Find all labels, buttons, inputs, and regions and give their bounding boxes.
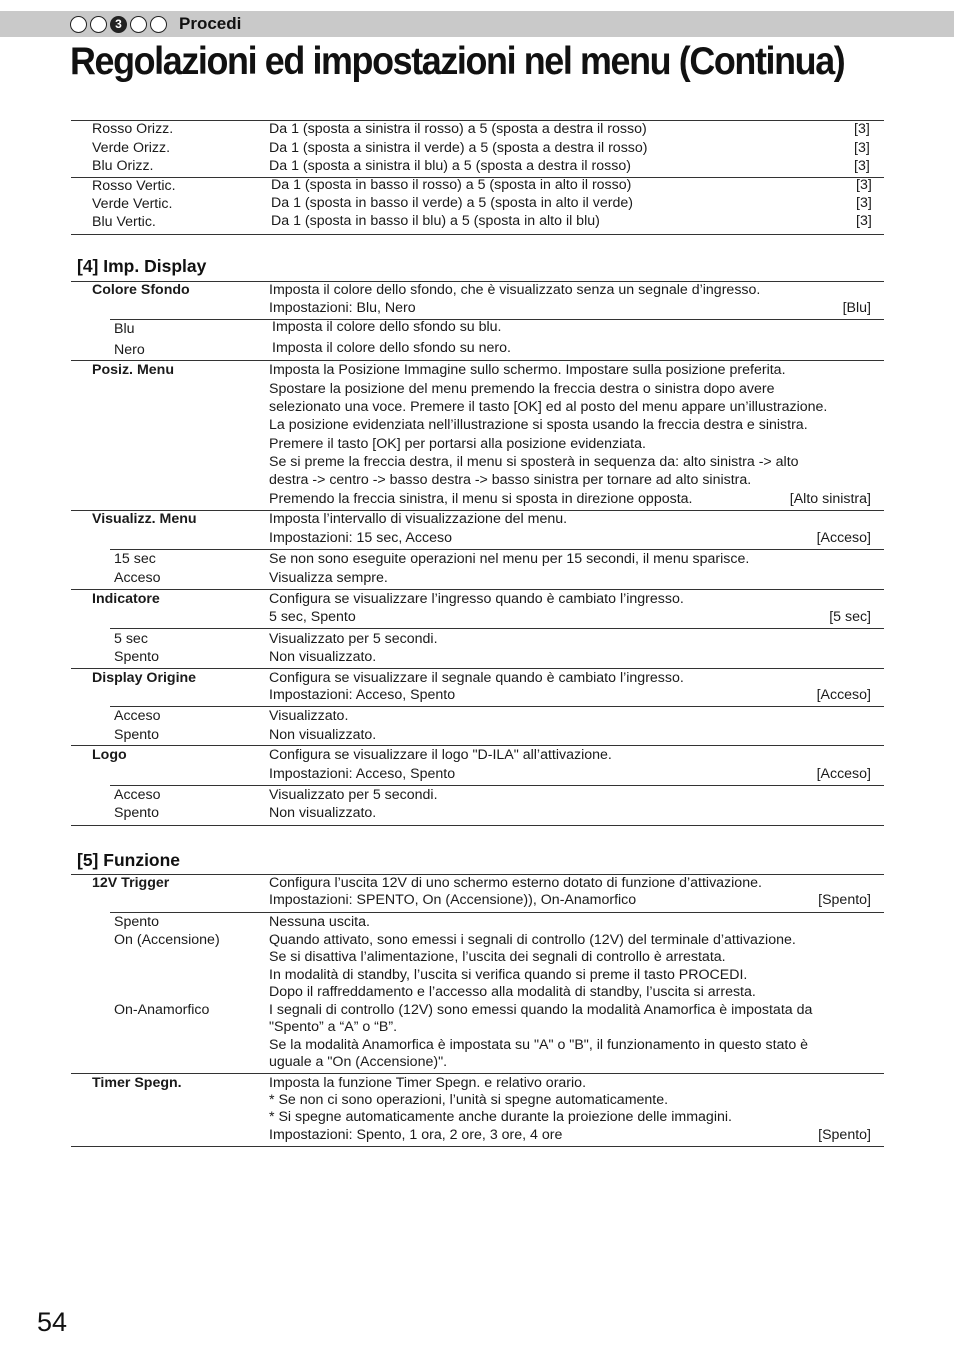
table-rule xyxy=(71,360,884,361)
setting-desc: destra -> centro -> basso destra -> basso sinistra per tornare ad alto sinistra. xyxy=(269,472,752,488)
setting-name: Blu Vertic. xyxy=(92,214,156,230)
setting-default: [3] xyxy=(854,140,870,156)
setting-default: [5 sec] xyxy=(829,609,871,625)
setting-desc: Impostazioni: Acceso, Spento xyxy=(269,687,456,703)
setting-default: [Blu] xyxy=(842,300,871,316)
option-name: 15 sec xyxy=(114,551,156,567)
setting-desc: selezionato una voce. Premere il tasto [OK] ed al posto del menu appare un’illustrazione. xyxy=(269,399,828,415)
option-desc: I segnali di controllo (12V) sono emessi quando la modalità Anamorfica è impostata da xyxy=(269,1002,813,1018)
setting-name-indicatore: Indicatore xyxy=(92,591,160,607)
page-number: 54 xyxy=(37,1307,68,1337)
table-rule xyxy=(110,628,884,629)
option-name: Acceso xyxy=(114,708,161,724)
setting-default: [3] xyxy=(856,195,872,211)
setting-desc: Impostazioni: Blu, Nero xyxy=(269,300,416,316)
step-circle xyxy=(150,16,167,33)
setting-desc: * Se non ci sono operazioni, l’unità si spegne automaticamente. xyxy=(269,1092,669,1108)
setting-name-timer-spegn: Timer Spegn. xyxy=(92,1075,182,1091)
option-name: Acceso xyxy=(114,787,161,803)
option-name: Spento xyxy=(114,914,159,930)
setting-desc: Configura se visualizzare l’ingresso quando è cambiato l’ingresso. xyxy=(269,591,684,607)
setting-default: [3] xyxy=(856,177,872,193)
setting-name: Verde Vertic. xyxy=(92,196,173,212)
table-rule xyxy=(110,912,884,913)
option-desc: Non visualizzato. xyxy=(269,805,377,821)
setting-desc: Imposta l’intervallo di visualizzazione del menu. xyxy=(269,511,568,527)
option-desc: Quando attivato, sono emessi i segnali di controllo (12V) del terminale d’attivazione. xyxy=(269,932,796,948)
setting-name-12v-trigger: 12V Trigger xyxy=(92,875,170,891)
option-name: On-Anamorfico xyxy=(114,1002,210,1018)
step-circle-active: 3 xyxy=(110,16,127,33)
option-name: 5 sec xyxy=(114,631,148,647)
table-rule xyxy=(71,668,884,669)
setting-desc: 5 sec, Spento xyxy=(269,609,356,625)
setting-name-posiz-menu: Posiz. Menu xyxy=(92,362,174,378)
option-desc: Visualizzato per 5 secondi. xyxy=(269,631,438,647)
setting-desc: Imposta la funzione Timer Spegn. e relativo orario. xyxy=(269,1075,587,1091)
table-rule xyxy=(71,745,884,746)
setting-default: [Acceso] xyxy=(816,530,871,546)
option-desc: Visualizzato per 5 secondi. xyxy=(269,787,438,803)
table-rule xyxy=(71,1073,884,1074)
option-name: Nero xyxy=(114,342,145,358)
setting-desc: Spostare la posizione del menu premendo la freccia destra o sinistra dopo avere xyxy=(269,381,775,397)
table-rule xyxy=(110,785,884,786)
setting-desc: Impostazioni: SPENTO, On (Accensione)), On-Anamorfico xyxy=(269,892,637,908)
setting-default: [3] xyxy=(854,158,870,174)
setting-desc: Imposta il colore dello sfondo, che è visualizzato senza un segnale d’ingresso. xyxy=(269,282,761,298)
option-desc: In modalità di standby, l’uscita si verifica quando si preme il tasto PROCEDI. xyxy=(269,967,748,983)
step-circle xyxy=(70,16,87,33)
setting-desc: Da 1 (sposta a sinistra il blu) a 5 (sposta a destra il rosso) xyxy=(269,158,631,174)
setting-name: Rosso Orizz. xyxy=(92,121,174,137)
setting-default: [3] xyxy=(854,121,870,137)
option-desc: Visualizzato. xyxy=(269,708,349,724)
option-desc: Dopo il raffreddamento e l’accesso alla modalità di standby, l’uscita si arresta. xyxy=(269,984,756,1000)
setting-name-logo: Logo xyxy=(92,747,127,763)
setting-name: Rosso Vertic. xyxy=(92,178,176,194)
page-title: Regolazioni ed impostazioni nel menu (Continua) xyxy=(70,40,845,83)
setting-desc: * Si spegne automaticamente anche durante la proiezione delle immagini. xyxy=(269,1109,732,1125)
option-desc: Non visualizzato. xyxy=(269,727,377,743)
option-name: On (Accensione) xyxy=(114,932,220,948)
option-name: Spento xyxy=(114,649,159,665)
setting-desc: Da 1 (sposta a sinistra il rosso) a 5 (sposta a destra il rosso) xyxy=(269,121,647,137)
setting-default: [Acceso] xyxy=(816,766,871,782)
setting-desc: Premere il tasto [OK] per portarsi alla posizione evidenziata. xyxy=(269,436,646,452)
setting-name: Blu Orizz. xyxy=(92,158,154,174)
table-rule xyxy=(71,1146,884,1147)
table-rule xyxy=(71,234,884,235)
setting-default: [3] xyxy=(856,213,872,229)
setting-desc: Se si preme la freccia destra, il menu si sposterà in sequenza da: alto sinistra -> alto xyxy=(269,454,799,470)
option-desc: Visualizza sempre. xyxy=(269,570,388,586)
setting-desc: Configura se visualizzare il segnale quando è cambiato l’ingresso. xyxy=(269,670,684,686)
section-label: Procedi xyxy=(179,14,242,33)
option-desc: Se non sono eseguite operazioni nel menu per 15 secondi, il menu sparisce. xyxy=(269,551,750,567)
setting-name-colore-sfondo: Colore Sfondo xyxy=(92,282,190,298)
table-rule xyxy=(110,706,884,707)
section-title-funzione: [5] Funzione xyxy=(77,850,181,870)
table-rule xyxy=(71,825,884,826)
setting-default: [Spento] xyxy=(818,892,871,908)
setting-default: [Spento] xyxy=(818,1127,871,1143)
option-desc: Se si disattiva l’alimentazione, l’uscita dei segnali di controllo è arrestata. xyxy=(269,949,726,965)
setting-desc: Da 1 (sposta a sinistra il verde) a 5 (sposta a destra il rosso) xyxy=(269,140,648,156)
option-desc: Se la modalità Anamorfica è impostata su "A" o "B", il funzionamento in questo stato è xyxy=(269,1037,809,1053)
setting-desc: Impostazioni: 15 sec, Acceso xyxy=(269,530,452,546)
setting-desc: Impostazioni: Spento, 1 ora, 2 ore, 3 ore, 4 ore xyxy=(269,1127,563,1143)
setting-desc: Impostazioni: Acceso, Spento xyxy=(269,766,456,782)
table-rule xyxy=(71,589,884,590)
setting-default: [Acceso] xyxy=(816,687,871,703)
setting-desc: Imposta la Posizione Immagine sullo schermo. Impostare sulla posizione preferita. xyxy=(269,362,786,378)
setting-desc: Premendo la freccia sinistra, il menu si sposta in direzione opposta. xyxy=(269,491,693,507)
setting-name-visualizz-menu: Visualizz. Menu xyxy=(92,511,197,527)
option-desc: "Spento” a “A” o “B”. xyxy=(269,1019,398,1035)
option-desc: Nessuna uscita. xyxy=(269,914,370,930)
step-circle xyxy=(90,16,107,33)
setting-default: [Alto sinistra] xyxy=(789,491,871,507)
option-name: Acceso xyxy=(114,570,161,586)
option-name: Spento xyxy=(114,805,159,821)
option-desc: uguale a "On (Accensione)". xyxy=(269,1054,448,1070)
setting-name-display-origine: Display Origine xyxy=(92,670,197,686)
section-title-imp-display: [4] Imp. Display xyxy=(77,256,207,276)
setting-desc: Da 1 (sposta in basso il rosso) a 5 (sposta in alto il rosso) xyxy=(271,177,632,193)
setting-desc: Configura se visualizzare il logo "D-ILA" all’attivazione. xyxy=(269,747,612,763)
setting-name: Verde Orizz. xyxy=(92,140,171,156)
table-rule xyxy=(110,549,884,550)
step-indicator xyxy=(70,13,241,35)
setting-desc: Da 1 (sposta in basso il verde) a 5 (sposta in alto il verde) xyxy=(271,195,633,211)
option-desc: Imposta il colore dello sfondo su nero. xyxy=(272,340,511,356)
option-desc: Non visualizzato. xyxy=(269,649,377,665)
option-name: Spento xyxy=(114,727,159,743)
step-circle xyxy=(130,16,147,33)
option-name: Blu xyxy=(114,321,135,337)
setting-desc: La posizione evidenziata nell’illustrazione si sposta usando la freccia destra e sinistra. xyxy=(269,417,808,433)
setting-desc: Da 1 (sposta in basso il blu) a 5 (sposta in alto il blu) xyxy=(271,213,600,229)
setting-desc: Configura l’uscita 12V di uno schermo esterno dotato di funzione d’attivazione. xyxy=(269,875,762,891)
option-desc: Imposta il colore dello sfondo su blu. xyxy=(272,319,502,335)
